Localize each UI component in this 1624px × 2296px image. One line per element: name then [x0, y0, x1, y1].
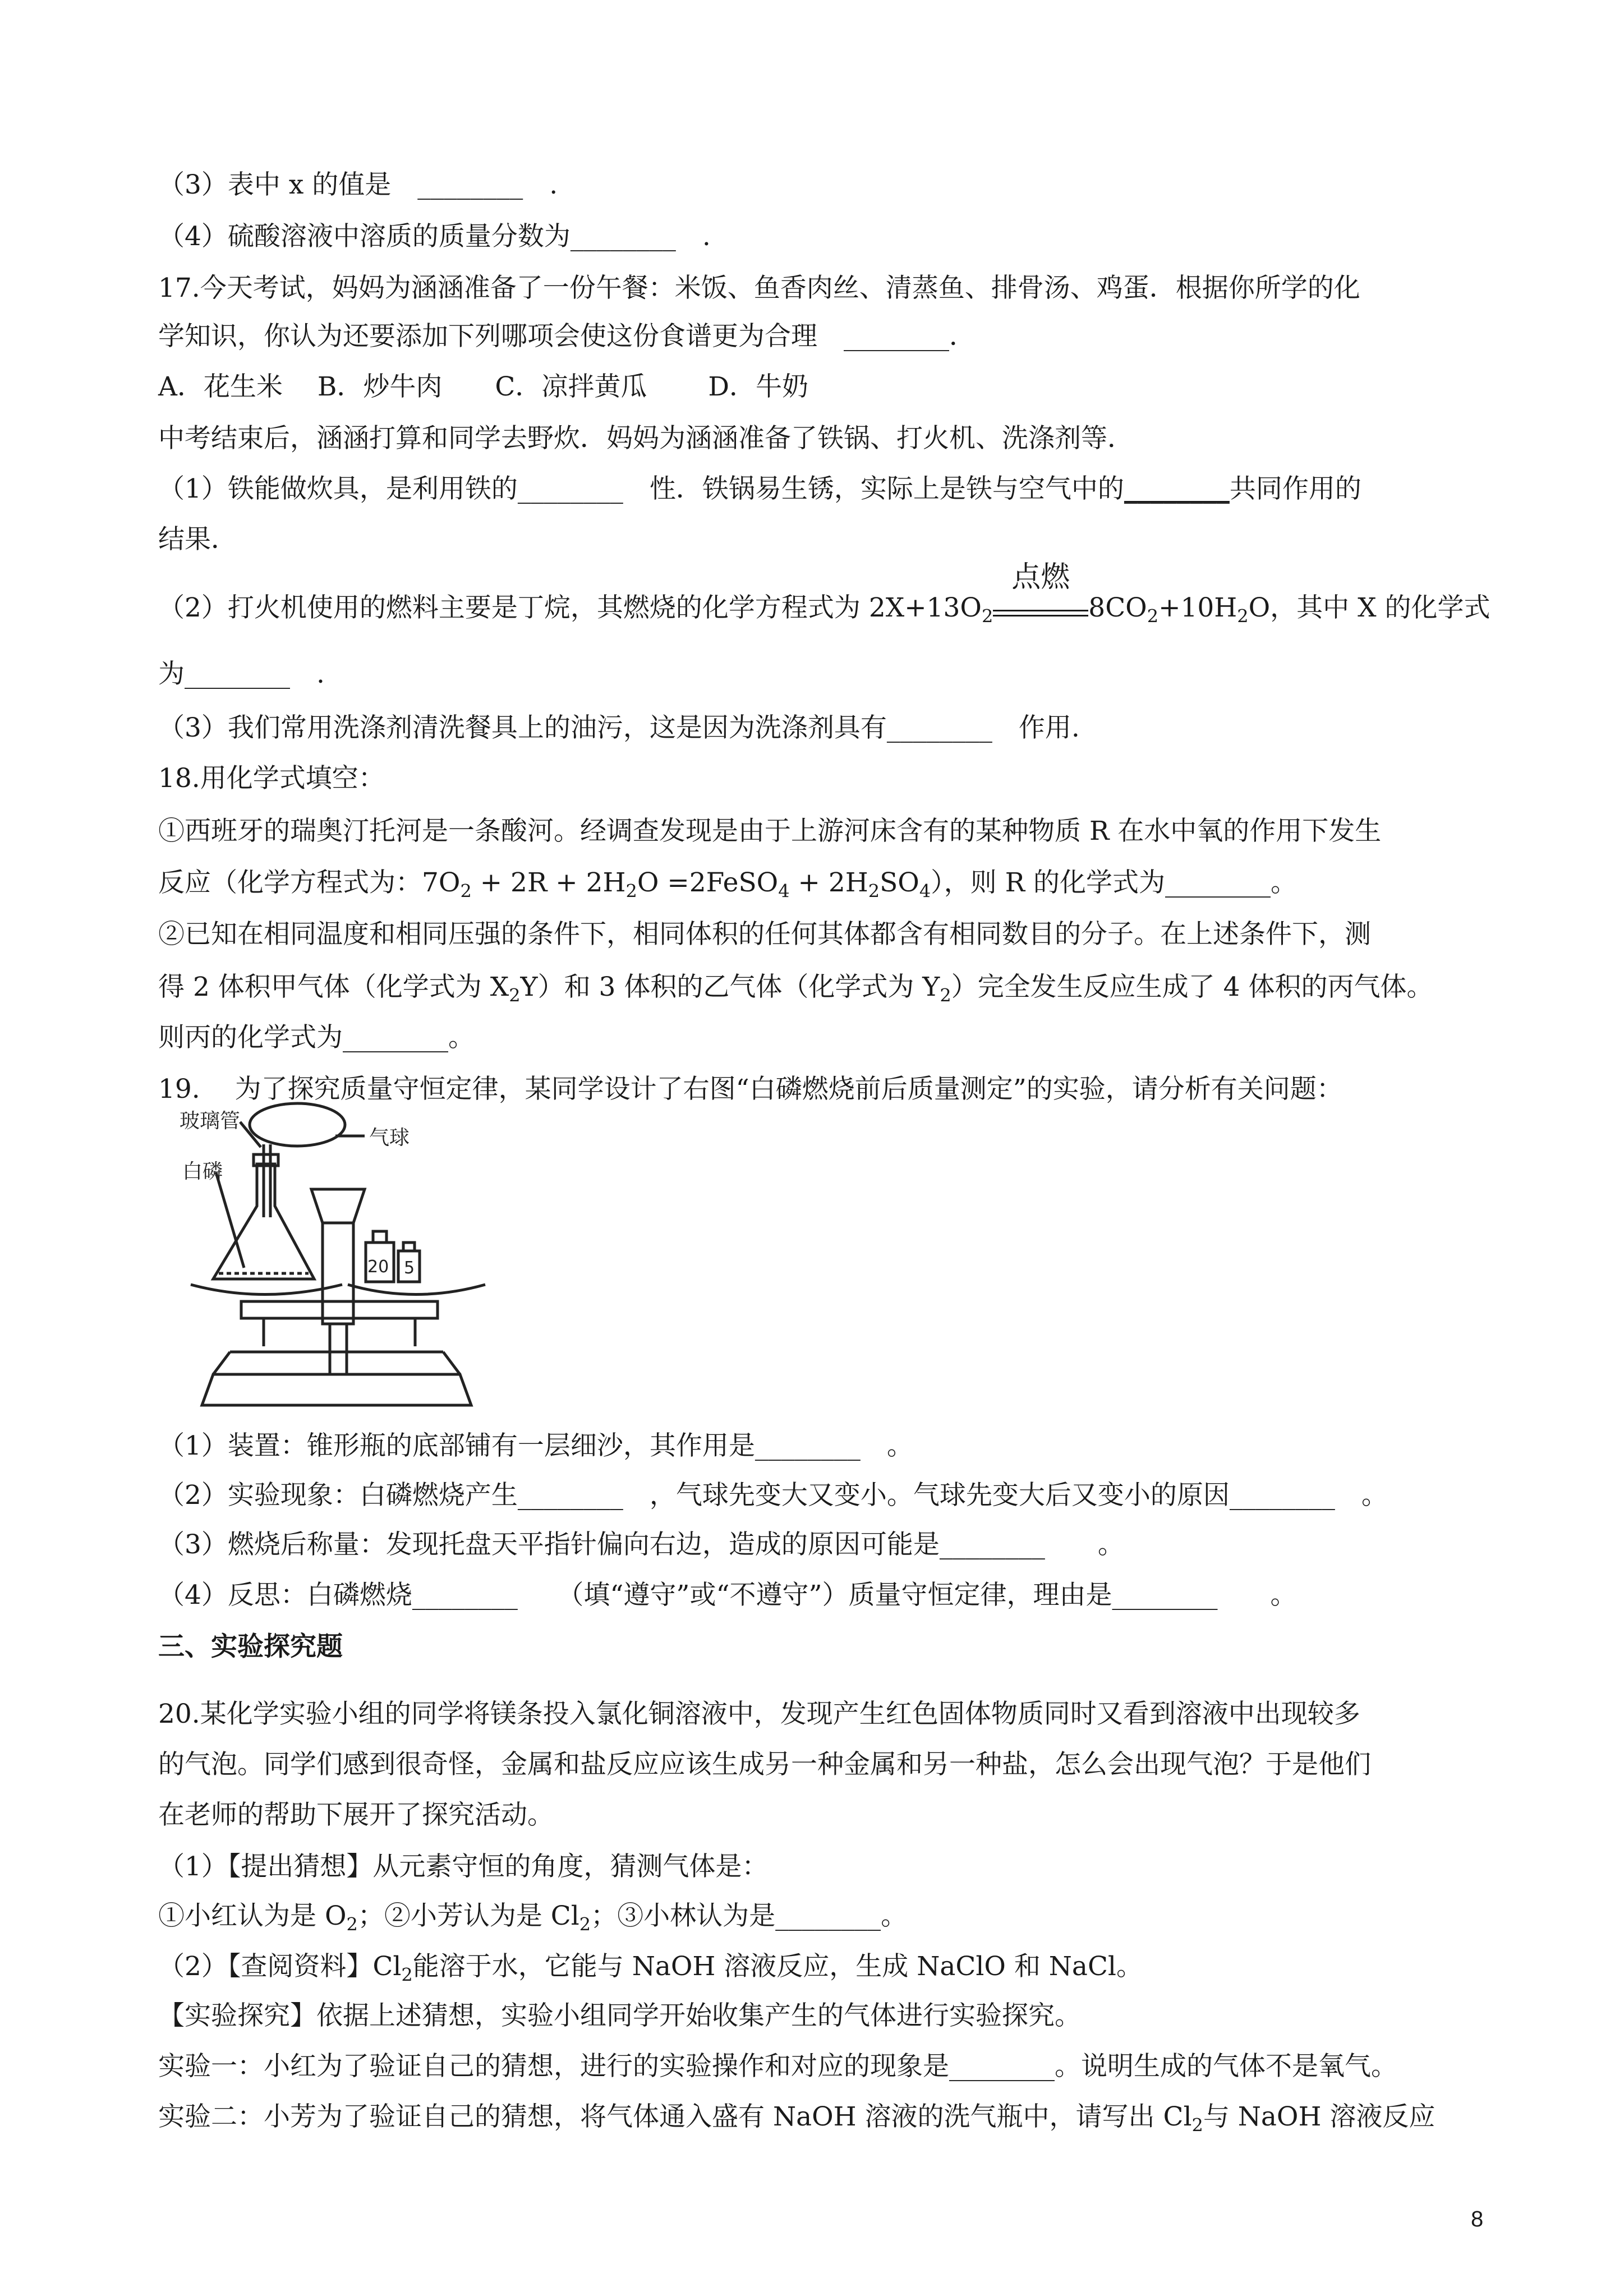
q18-1-line1: ①西班牙的瑞奥汀托河是一条酸河。经调查发现是由于上游河床含有的某种物质 R 在水中氧的作用下发生	[158, 816, 1382, 846]
q20-experiment-intro: 【实验探究】依据上述猜想，实验小组同学开始收集产生的气体进行实验探究。	[158, 2000, 1081, 2031]
q17-options: A．花生米 B．炒牛肉 C．凉拌黄瓜 D．牛奶	[158, 371, 809, 402]
q20-experiment-1: 实验一：小红为了验证自己的猜想，进行的实验操作和对应的现象是________。说明生成的气体不是氧气。	[158, 2051, 1397, 2082]
q20-2: （2）【查阅资料】$Cl_2$能溶于水，它能与 NaOH 溶液反应，生成 NaClO 和 NaCl。	[158, 1951, 1143, 1986]
q17-2: （2）打火机使用的燃料主要是丁烷，其燃烧的化学方程式为 $2X+13O_2$ 点燃 $8CO_2+10H_2O$，其中 X 的化学式	[158, 560, 1490, 627]
balloon-shape	[250, 1103, 345, 1146]
q20-1: （1）【提出猜想】从元素守恒的角度，猜测气体是：	[158, 1851, 769, 1882]
page-number: 8	[1471, 2207, 1484, 2231]
q16-3: （3）表中 x 的值是 ________ .	[158, 169, 558, 200]
q19-1: （1）装置：锥形瓶的底部铺有一层细沙，其作用是________ 。	[158, 1430, 913, 1461]
q20-line1: 20.某化学实验小组的同学将镁条投入氯化铜溶液中，发现产生红色固体物质同时又看到溶液中出现较多	[158, 1699, 1360, 1729]
q16-4: （4）硫酸溶液中溶质的质量分数为________ .	[158, 221, 711, 252]
q17-line2: 学知识，你认为还要添加下列哪项会使这份食谱更为合理 ________．	[158, 321, 976, 352]
q17-intro: 中考结束后，涵涵打算和同学去野炊．妈妈为涵涵准备了铁锅、打火机、洗涤剂等．	[158, 423, 1134, 454]
q20-guesses: ①小红认为是 $O_2$；②小芳认为是 $Cl_2$；③小林认为是________。	[158, 1901, 908, 1935]
q17-3: （3）我们常用洗涤剂清洗餐具上的油污，这是因为洗涤剂具有________ 作用.	[158, 712, 1080, 743]
q18-2-line1: ②已知在相同温度和相同压强的条件下，相同体积的任何其体都含有相同数目的分子。在上述条件下，测	[158, 919, 1371, 950]
label-balloon: 气球	[369, 1126, 410, 1149]
weight-5-label: 5	[404, 1258, 415, 1278]
reaction-condition-arrow: 点燃	[993, 595, 1088, 616]
q17-2-cont: 为________ .	[158, 659, 325, 689]
q20-experiment-2: 实验二：小芳为了验证自己的猜想，将气体通入盛有 NaOH 溶液的洗气瓶中，请写出 $Cl_2$与 NaOH 溶液反应	[158, 2101, 1436, 2136]
q17-line1: 17.今天考试，妈妈为涵涵准备了一份午餐：米饭、鱼香肉丝、清蒸鱼、排骨汤、鸡蛋．根据你所学的化	[158, 273, 1360, 303]
q19-title: 19. 为了探究质量守恒定律，某同学设计了右图“白磷燃烧前后质量测定”的实验，请分析有关问题：	[158, 1074, 1343, 1105]
balance-experiment-figure	[180, 1088, 494, 1414]
q19-2: （2）实验现象：白磷燃烧产生________ ，气球先变大又变小。气球先变大后又变小的原因________ 。	[158, 1480, 1388, 1511]
q18-2-line3: 则丙的化学式为________。	[158, 1022, 475, 1053]
section-heading-experiment: 三、实验探究题	[158, 1631, 343, 1662]
label-white-phosphorus: 白磷	[182, 1160, 223, 1183]
q18-2-line2: 得 2 体积甲气体（化学式为 $X_2Y$）和 3 体积的乙气体（化学式为 $Y_2$）完全发生反应生成了 4 体积的丙气体。	[158, 972, 1433, 1006]
q18-1-line2: 反应（化学方程式为：$7O_2 + 2R + 2H_2O$ =2FeSO$_4$ + $2H_2SO_4$），则 R 的化学式为________。	[158, 867, 1297, 902]
q19-3: （3）燃烧后称量：发现托盘天平指针偏向右边，造成的原因可能是________ 。	[158, 1529, 1124, 1560]
q17-1-cont: 结果．	[158, 524, 237, 555]
label-glass-tube: 玻璃管	[180, 1110, 241, 1133]
q20-line3: 在老师的帮助下展开了探究活动。	[158, 1800, 554, 1830]
weight-20-label: 20	[367, 1257, 389, 1277]
q18-title: 18.用化学式填空：	[158, 763, 385, 794]
q19-4: （4）反思：白磷燃烧________ （填“遵守”或“不遵守”）质量守恒定律，理由是________ 。	[158, 1580, 1297, 1611]
q20-line2: 的气泡。同学们感到很奇怪，金属和盐反应应该生成另一种金属和另一种盐，怎么会出现气泡？于是他们	[158, 1749, 1371, 1780]
q17-1: （1）铁能做炊具，是利用铁的________ 性．铁锅易生锈，实际上是铁与空气中的________共同作用的	[158, 473, 1361, 504]
